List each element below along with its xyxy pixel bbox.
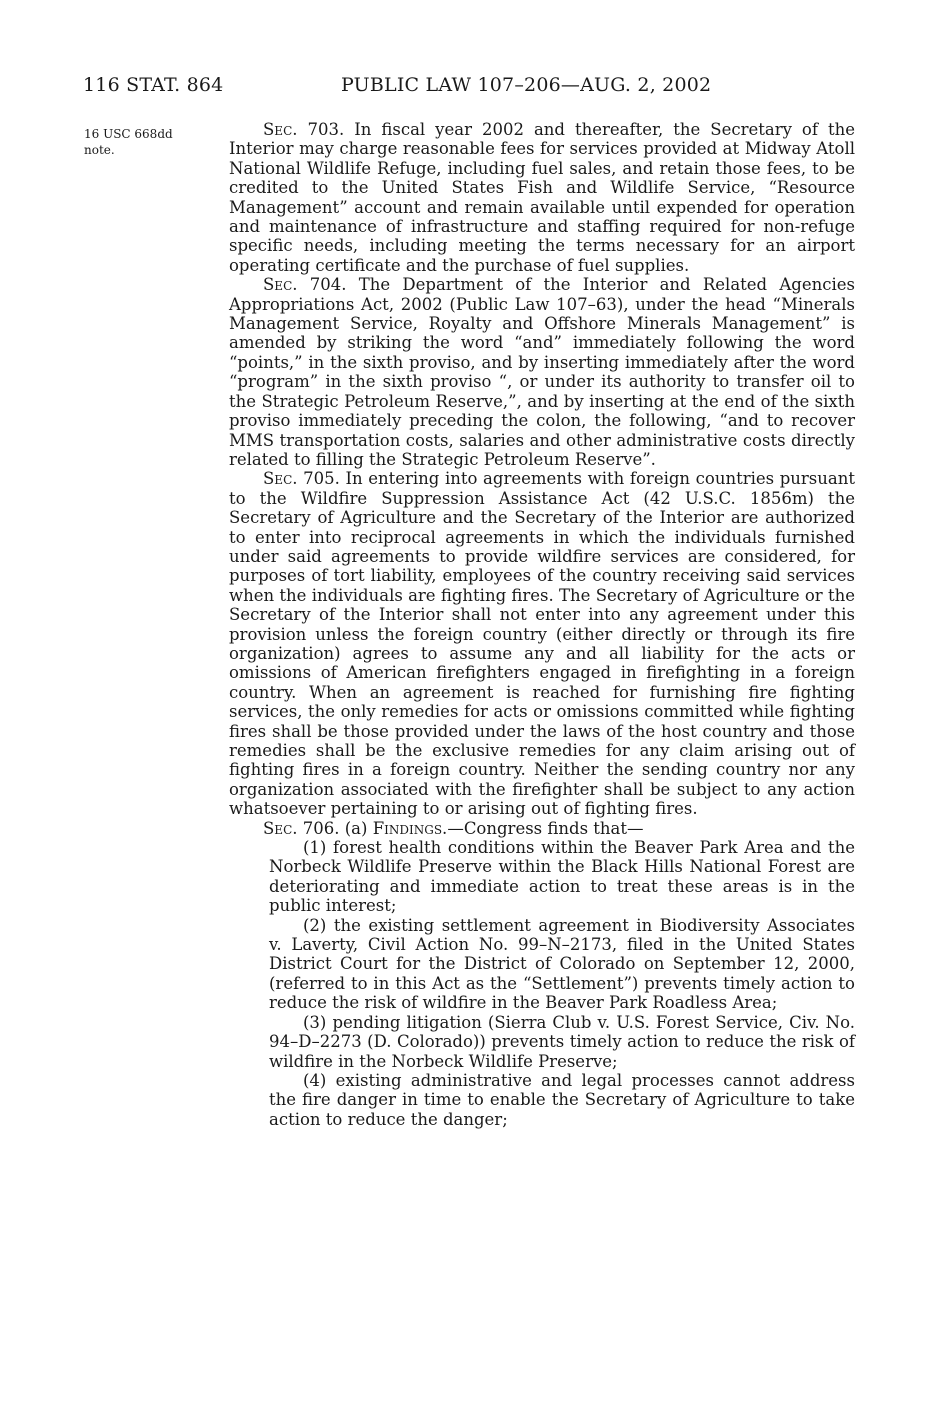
section-705 (229, 469, 855, 818)
section-706 (229, 819, 855, 838)
law-title: PUBLIC LAW 107–206—AUG. 2, 2002 (341, 74, 712, 96)
finding-item: (2) the existing settlement agreement in Biodiversity Associates v. Laverty, Civil Action No. 99–N–2173, filed in the United States District Court for the District of Colorado on September 12, 2000, (referred to in this Act as the “Settlement”) prevents timely action to reduce the risk of wildfire in the Beaver Park Roadless Area; (269, 915, 855, 1013)
page-header (83, 74, 743, 100)
section-text: In fiscal year 2002 and thereafter, the Secretary of the Interior may charge reasonable fees for services provided at Midway Atoll National Wildlife Refuge, including fuel sales, and retain those fees, to be credited to the United States Fish and Wildlife Service, “Resource Management” account and remain available until expended for operation and maintenance of infrastructure and staffing required for non-refuge specific needs, including meeting the terms necessary for an airport operating certificate and the purchase of fuel supplies. (229, 120, 855, 275)
stat-page-number: 116 STAT. 864 (83, 74, 224, 96)
section-703 (229, 120, 855, 275)
subsection-marker: (a) (344, 818, 368, 838)
margin-note-suffix: note. (84, 143, 115, 157)
section-label: Sec. 704. (263, 275, 347, 295)
section-label: Sec. 705. (263, 469, 340, 489)
subsection-intro: —Congress finds that— (447, 818, 644, 838)
document-body (229, 120, 855, 1129)
finding-item: (4) existing administrative and legal processes cannot address the fire danger in time to enable the Secretary of Agriculture to take action to reduce the danger; (269, 1070, 855, 1129)
finding-item: (1) forest health conditions within the Beaver Park Area and the Norbeck Wildlife Preserve within the Black Hills National Forest are deteriorating and immediate action to treat these areas is in the public interest; (269, 838, 855, 916)
finding-item: (3) pending litigation (Sierra Club v. U.S. Forest Service, Civ. No. 94–D–2273 (D. Colorado)) prevents timely action to reduce the risk of wildfire in the Norbeck Wildlife Preserve; (269, 1012, 855, 1071)
margin-note (84, 126, 204, 158)
section-label: Sec. 706. (263, 818, 340, 838)
subsection-heading: Findings. (372, 818, 448, 838)
section-704 (229, 275, 855, 469)
section-text: The Department of the Interior and Related Agencies Appropriations Act, 2002 (Public Law 107–63), under the head “Minerals Management Service, Royalty and Offshore Minerals Management” is amended by striking the word “and” immediately following the word “points,” in the sixth proviso, and by inserting immediately after the word “program” in the sixth proviso “, or under its authority to transfer oil to the Strategic Petroleum Reserve,”, and by inserting at the end of the sixth proviso immediately preceding the colon, the following, “and to recover MMS transportation costs, salaries and other administrative costs directly related to filling the Strategic Petroleum Reserve”. (229, 275, 855, 469)
margin-note-citation: 16 USC 668dd (84, 127, 173, 141)
section-label: Sec. 703. (263, 120, 345, 139)
section-text: In entering into agreements with foreign countries pursuant to the Wildfire Suppression Assistance Act (42 U.S.C. 1856m) the Secretary of Agriculture and the Secretary of the Interior are authorized to enter into reciprocal agreements in which the individuals furnished under said agreements to provide wildfire services are considered, for purposes of tort liability, employees of the country receiving said services when the individuals are fighting fires. The Secretary of Agriculture or the Secretary of the Interior shall not enter into any agreement under this provision unless the foreign country (either directly or through its fire organization) agrees to assume any and all liability for the acts or omissions of American firefighters engaged in firefighting in a foreign country. When an agreement is reached for furnishing fire fighting services, the only remedies for acts or omissions committed while fighting fires shall be those provided under the laws of the host country and those remedies shall be the exclusive remedies for any claim arising out of fighting fires in a foreign country. Neither the sending country nor any organization associated with the firefighter shall be subject to any action whatsoever pertaining to or arising out of fighting fires. (229, 469, 855, 819)
